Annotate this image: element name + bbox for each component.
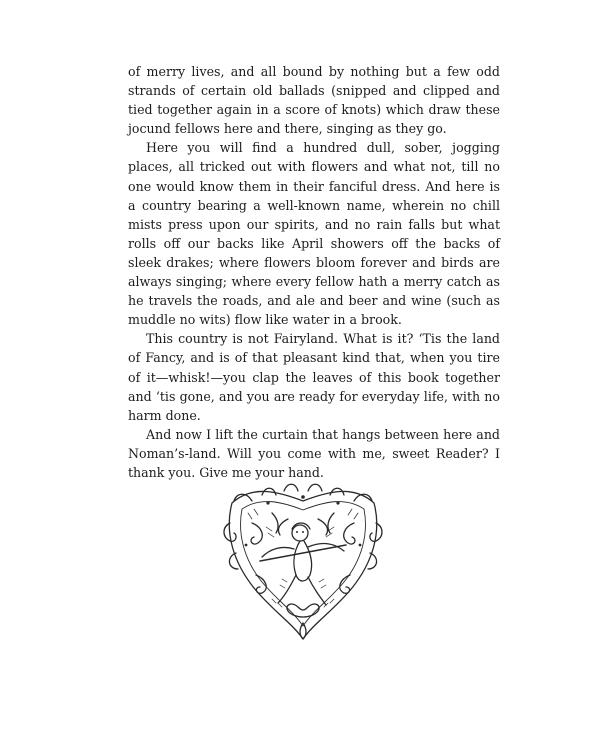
paragraph-continuation: of merry lives, and all bound by nothing but a few odd strands of certain old ballads (snipped and clipped and tied together again in a score of knots) which draw these jocund fellows here and there, singing as they go.	[128, 64, 500, 137]
decorative-vignette-icon	[222, 483, 384, 643]
body-text	[128, 62, 500, 482]
paragraph-invitation: And now I lift the curtain that hangs between here and Noman’s-land. Will you come with me, sweet Reader? I thank you. Give me your hand.	[128, 426, 500, 480]
paragraph-places: Here you will find a hundred dull, sober, jogging places, all tricked out with flowers and what not, till no one would know them in their fanciful dress. And here is a country bearing a well-known name, wherein no chill mists press upon our spirits, and no rain falls but what rolls off our backs like April showers off the backs of sleek drakes; where flowers bloom forever and birds are always singing; where every fellow hath a merry catch as he travels the roads, and ale and beer and wine (such as muddle no wits) flow like water in a brook.	[128, 140, 500, 328]
paragraph-fancy: This country is not Fairyland. What is it? ‘Tis the land of Fancy, and is of that pleasant kind that, when you tire of it—whisk!—you clap the leaves of this book together and ‘tis gone, and you are ready for everyday life, with no harm done.	[128, 331, 500, 423]
